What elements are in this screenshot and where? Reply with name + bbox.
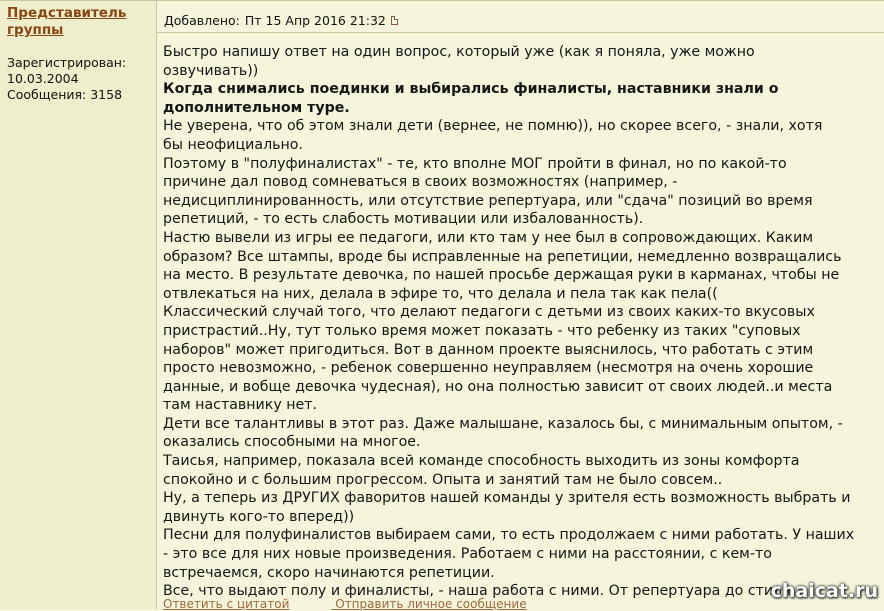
post-text-line: Все, что выдают полу и финалисты, - наша работа с ними. От репертуара до стиля. <box>163 583 796 600</box>
private-message-link[interactable]: Отправить личное сообщение <box>335 597 527 611</box>
post-text-line: Ну, а теперь из ДРУГИХ фаворитов нашей команды у зрителя есть возможность выбрать и <box>163 490 851 507</box>
post-text-line: данные, и вобще девочка чудесная), но она полностью зависит от своих людей..и места <box>163 378 833 395</box>
messages-count-row <box>7 87 156 103</box>
post-text-line: Таисья, например, показала всей команде способность выходить из зоны комфорта <box>163 453 800 470</box>
post-body <box>163 43 881 601</box>
registered-date: 10.03.2004 <box>7 71 79 86</box>
post-date: Пт 15 Апр 2016 21:32 <box>244 12 386 28</box>
post-link-icon[interactable] <box>391 16 398 25</box>
message-panel <box>157 1 884 609</box>
post-text-line: Дети все талантливы в этот раз. Даже малышане, казалось бы, с минимальным опытом, - <box>163 415 843 432</box>
messages-count: 3158 <box>90 87 123 102</box>
post-text-line: наборов" может пригодиться. Вот в данном проекте выяснилось, что работать с этим <box>163 341 814 358</box>
reply-quote-link[interactable]: Ответить с цитатой <box>163 597 290 611</box>
post-text-line: отвлекаться на них, делала в эфире то, что делала и пела так как пела(( <box>163 285 718 302</box>
post-text-line: недисциплинированность, или отсутствие репертуара, или "сдача" позиций во время <box>163 192 813 209</box>
post-footer-links <box>163 597 569 611</box>
post-text-line: - это все для них новые произведения. Работаем с ними на расстоянии, с кем-то <box>163 546 772 563</box>
post-text-line: Поэтому в "полуфиналистах" - те, кто вполне МОГ пройти в финал, но по какой-то <box>163 155 787 172</box>
post-text-line: пристрастий..Ну, тут только время может показать - что ребенку из таких "суповых <box>163 322 801 339</box>
author-meta <box>7 55 156 103</box>
post-text-line: репетиций, - то есть слабость мотивации или избалованность). <box>163 211 644 228</box>
registered-label: Зарегистрирован: <box>7 55 127 70</box>
post-text-line: спокойно и с большим прогрессом. Опыта и занятий там не было совсем.. <box>163 471 723 488</box>
post-text-line: встречаемся, скоро начинаются репетиции. <box>163 564 495 581</box>
author-name-link[interactable]: Представитель группы <box>7 5 127 38</box>
post-text-line: Не уверена, что об этом знали дети (вернее, не помню)), но скорее всего, - знали, хотя <box>163 118 823 135</box>
post-text-line: причине дал повод сомневаться в своих возможностях (например, - <box>163 174 678 191</box>
post-text-line: на место. В результате девочка, по нашей просьбе держащая руки в карманах, чтобы не <box>163 267 840 284</box>
post-text-line: Песни для полуфиналистов выбираем сами, то есть продолжаем с ними работать. У наших <box>163 527 855 544</box>
post-text-line: оказались способными на многое. <box>163 434 421 451</box>
post-text-line: дополнительном туре. <box>163 99 350 116</box>
post-text-line: там наставнику нет. <box>163 397 318 414</box>
post-text-line: Быстро напишу ответ на один вопрос, который уже (как я поняла, уже можно <box>163 44 755 60</box>
added-label: Добавлено: <box>164 12 240 28</box>
author-panel <box>0 1 157 609</box>
post-header <box>157 1 884 33</box>
post-text-line: просто невозможно, - ребенок совершенно неуправляем (несмотря на очень хорошие <box>163 360 814 377</box>
post-text-line: Настю вывели из игры ее педагоги, или кто там у нее был в сопровождающих. Каким <box>163 229 814 246</box>
post-text-line: двинуть кого-то вперед)) <box>163 508 355 525</box>
messages-label: Сообщения: <box>7 87 87 102</box>
post-text-line: Классический случай того, что делают педагоги с детьми из своих каких-то вкусовых <box>163 304 815 321</box>
site-watermark: chaicat.ru <box>770 580 878 602</box>
post-text-line: образом? Все штампы, вроде бы исправленные на репетиции, немедленно возвращались <box>163 248 842 265</box>
post-text-line: Когда снимались поединки и выбирались финалисты, наставники знали о <box>163 81 779 98</box>
post-text-line: озвучивать)) <box>163 62 259 79</box>
post-text-line: бы неофициально. <box>163 136 303 153</box>
